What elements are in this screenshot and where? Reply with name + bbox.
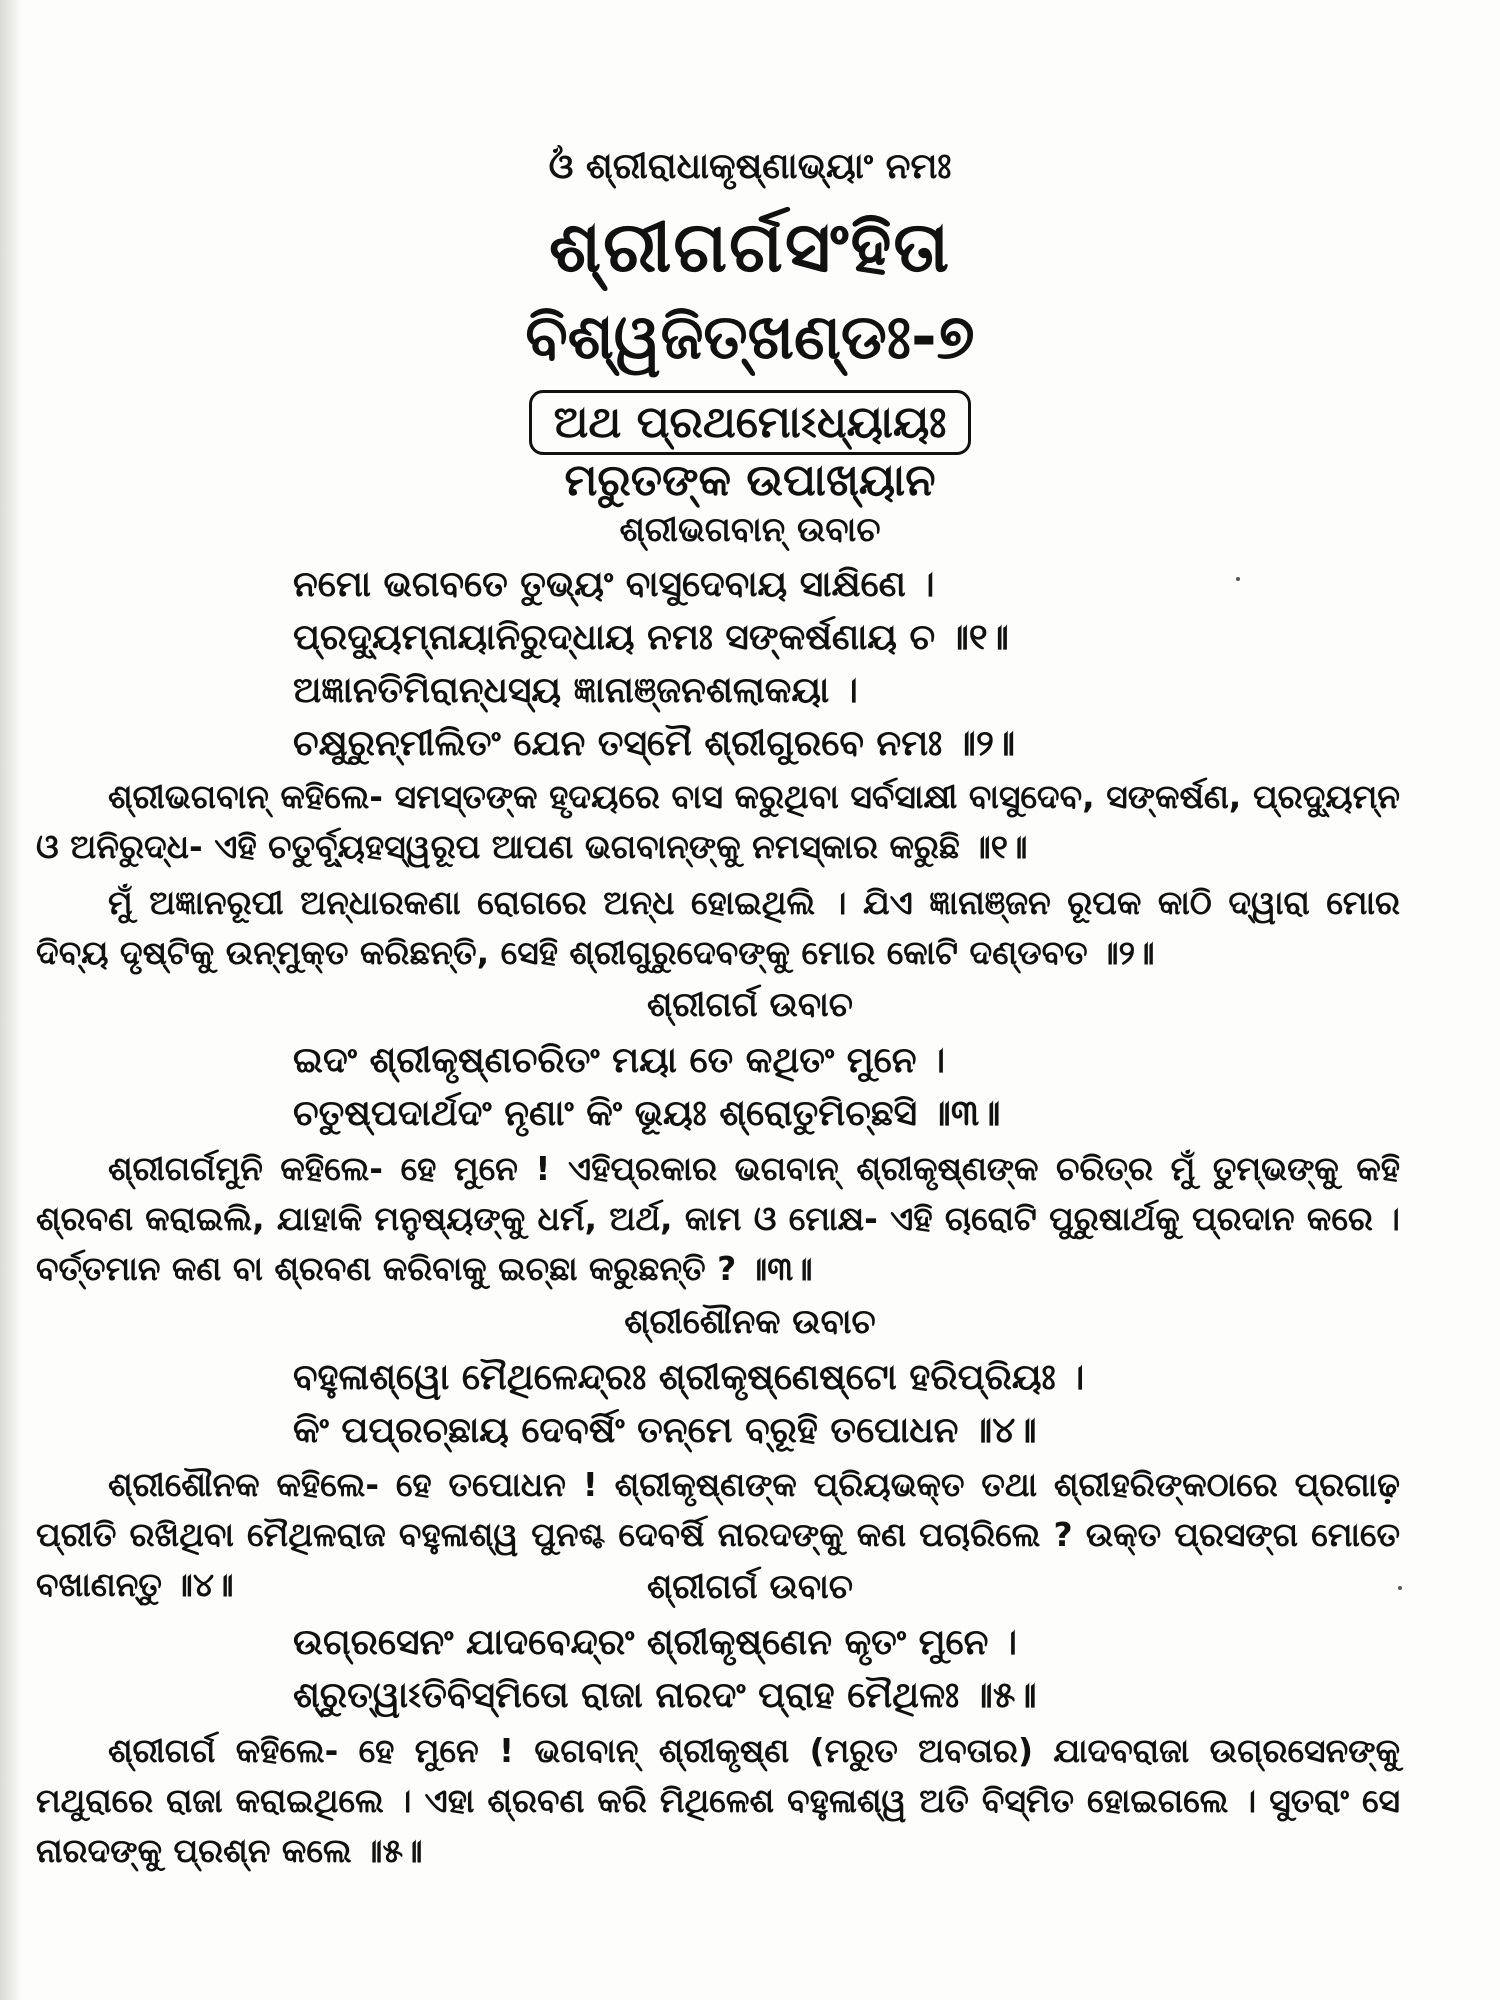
verse-line: ନମୋ ଭଗବତେ ତୁଭ୍ୟଂ ବାସୁଦେବାୟ ସାକ୍ଷିଣେ । — [293, 564, 935, 605]
speaker-heading: ଶ୍ରୀଗର୍ଗ ଉବାଚ — [647, 985, 853, 1025]
invocation: ଓଁ ଶ୍ରୀରାଧାକୃଷ୍ଣାଭ୍ୟାଂ ନମଃ — [548, 146, 952, 187]
translation-paragraph: ମୁଁ ଅଜ୍ଞାନରୂପୀ ଅନ୍ଧାରକଣା ରୋଗରେ ଅନ୍ଧ ହୋଇଥିଲି । ଯିଏ ଜ୍ଞାନାଞ୍ଜନ ରୂପକ କାଠି ଦ୍ୱାରା ମୋର ଦିବ୍ୟ ଦୃଷ୍ଟିକୁ ଉନ୍ମୁକ୍ତ କରିଛନ୍ତି, ସେହି ଶ୍ରୀଗୁରୁଦେବଙ୍କୁ ମୋର କୋଟି ଦଣ୍ଡବତ ॥୨॥ — [36, 883, 1400, 972]
verse-line: ଶ୍ରୁତ୍ୱାଽତିବିସ୍ମିତୋ ରାଜା ନାରଦଂ ପ୍ରାହ ମୈଥିଳଃ ॥୫॥ — [293, 1675, 1037, 1716]
verse-line: କିଂ ପପ୍ରଚ୍ଛାୟ ଦେବର୍ଷିଂ ତନ୍ମେ ବ୍ରୂହି ତପୋଧନ ॥୪॥ — [293, 1410, 1037, 1451]
chapter-heading — [0, 390, 1500, 455]
verse-line: ପ୍ରଦ୍ୟୁମ୍ନାୟାନିରୁଦ୍ଧାୟ ନମଃ ସଙ୍କର୍ଷଣାୟ ଚ ॥୧॥ — [293, 617, 1009, 658]
scan-speck — [1398, 1586, 1402, 1590]
speaker-heading: ଶ୍ରୀଗର୍ଗ ଉବାଚ — [647, 1567, 853, 1607]
book-title: ଶ୍ରୀଗର୍ଗସଂହିତା — [548, 206, 951, 288]
verse-line: ବହୁଳାଶ୍ୱୋ ମୈଥିଳେନ୍ଦ୍ରଃ ଶ୍ରୀକୃଷ୍ଣେଷ୍ଟୋ ହରିପ୍ରିୟଃ । — [293, 1357, 1085, 1398]
verse-line: ଇଦଂ ଶ୍ରୀକୃଷ୍ଣଚରିତଂ ମୟା ତେ କଥିତଂ ମୁନେ । — [293, 1040, 946, 1081]
chapter-subtitle: ମରୁତଙ୍କ ଉପାଖ୍ୟାନ — [564, 455, 936, 506]
translation-paragraph: ଶ୍ରୀଶୌନକ କହିଲେ- ହେ ତପୋଧନ ! ଶ୍ରୀକୃଷ୍ଣଙ୍କ ପ୍ରିୟଭକ୍ତ ତଥା ଶ୍ରୀହରିଙ୍କଠାରେ ପ୍ରଗାଢ଼ ପ୍ରୀତି ରଖିଥିବା ମୈଥିଳରାଜ ବହୁଳାଶ୍ୱ ପୁନଶ୍ଚ ଦେବର୍ଷି ନାରଦଙ୍କୁ କଣ ପଚାରିଲେ ? ଉକ୍ତ ପ୍ରସଙ୍ଗ ମୋତେ ବଖାଣନ୍ତୁ ॥୪॥ — [36, 1465, 1400, 1604]
part-title: ବିଶ୍ୱଜିତ୍‌ଖଣ୍ଡଃ-୭ — [525, 300, 975, 373]
verse-line: ଚକ୍ଷୁରୁନ୍ମୀଲିତଂ ଯେନ ତସ୍ମୈ ଶ୍ରୀଗୁରବେ ନମଃ ॥୨॥ — [293, 723, 1016, 764]
verse-line: ଅଜ୍ଞାନତିମିରାନ୍ଧସ୍ୟ ଜ୍ଞାନାଞ୍ଜନଶଲାକୟା । — [293, 670, 858, 711]
translation-paragraph: ଶ୍ରୀଗର୍ଗମୁନି କହିଲେ- ହେ ମୁନେ ! ଏହିପ୍ରକାର ଭଗବାନ୍ ଶ୍ରୀକୃଷ୍ଣଙ୍କ ଚରିତ୍ର ମୁଁ ତୁମ୍ଭଙ୍କୁ କହି ଶ୍ରବଣ କରାଇଲି, ଯାହାକି ମନୁଷ୍ୟଙ୍କୁ ଧର୍ମ, ଅର୍ଥ, କାମ ଓ ମୋକ୍ଷ- ଏହି ଚାରୋଟି ପୁରୁଷାର୍ଥକୁ ପ୍ରଦାନ କରେ । ବର୍ତ୍ତମାନ କଣ ବା ଶ୍ରବଣ କରିବାକୁ ଇଚ୍ଛା କରୁଛନ୍ତି ? ॥୩॥ — [36, 1149, 1400, 1288]
verse-line: ଚତୁଷ୍ପଦାର୍ଥଦଂ ନୃଣାଂ କିଂ ଭୂୟଃ ଶ୍ରୋତୁମିଚ୍ଛସି ॥୩॥ — [293, 1093, 1001, 1134]
chapter-box: ଅଥ ପ୍ରଥମୋଽଧ୍ୟାୟଃ — [529, 390, 972, 455]
translation-paragraph: ଶ୍ରୀଭଗବାନ୍ କହିଲେ- ସମସ୍ତଙ୍କ ହୃଦୟରେ ବାସ କରୁଥିବା ସର୍ବସାକ୍ଷୀ ବାସୁଦେବ, ସଙ୍କର୍ଷଣ, ପ୍ରଦ୍ୟୁମ୍ନ ଓ ଅନିରୁଦ୍ଧ- ଏହି ଚତୁର୍ବ୍ୟୂହସ୍ୱରୂପ ଆପଣ ଭଗବାନ୍‌ଙ୍କୁ ନମସ୍କାର କରୁଛି ॥୧॥ — [36, 777, 1400, 866]
translation-paragraph: ଶ୍ରୀଗର୍ଗ କହିଲେ- ହେ ମୁନେ ! ଭଗବାନ୍ ଶ୍ରୀକୃଷ୍ଣ (ମରୁତ ଅବତାର) ଯାଦବରାଜା ଉଗ୍ରସେନଙ୍କୁ ମଥୁରାରେ ରାଜା କରାଇଥିଲେ । ଏହା ଶ୍ରବଣ କରି ମିଥିଳେଶ ବହୁଳାଶ୍ୱ ଅତି ବିସ୍ମିତ ହୋଇଗଲେ । ସୁତରାଂ ସେ ନାରଦଙ୍କୁ ପ୍ରଶ୍ନ କଲେ ॥୫॥ — [36, 1731, 1400, 1870]
speaker-heading: ଶ୍ରୀଶୌନକ ଉବାଚ — [624, 1302, 876, 1342]
verse-line: ଉଗ୍ରସେନଂ ଯାଦବେନ୍ଦ୍ରଂ ଶ୍ରୀକୃଷ୍ଣେନ କୃତଂ ମୁନେ । — [293, 1622, 1018, 1663]
scan-speck — [1236, 577, 1240, 581]
speaker-heading: ଶ୍ରୀଭଗବାନ୍ ଉବାଚ — [619, 510, 881, 550]
